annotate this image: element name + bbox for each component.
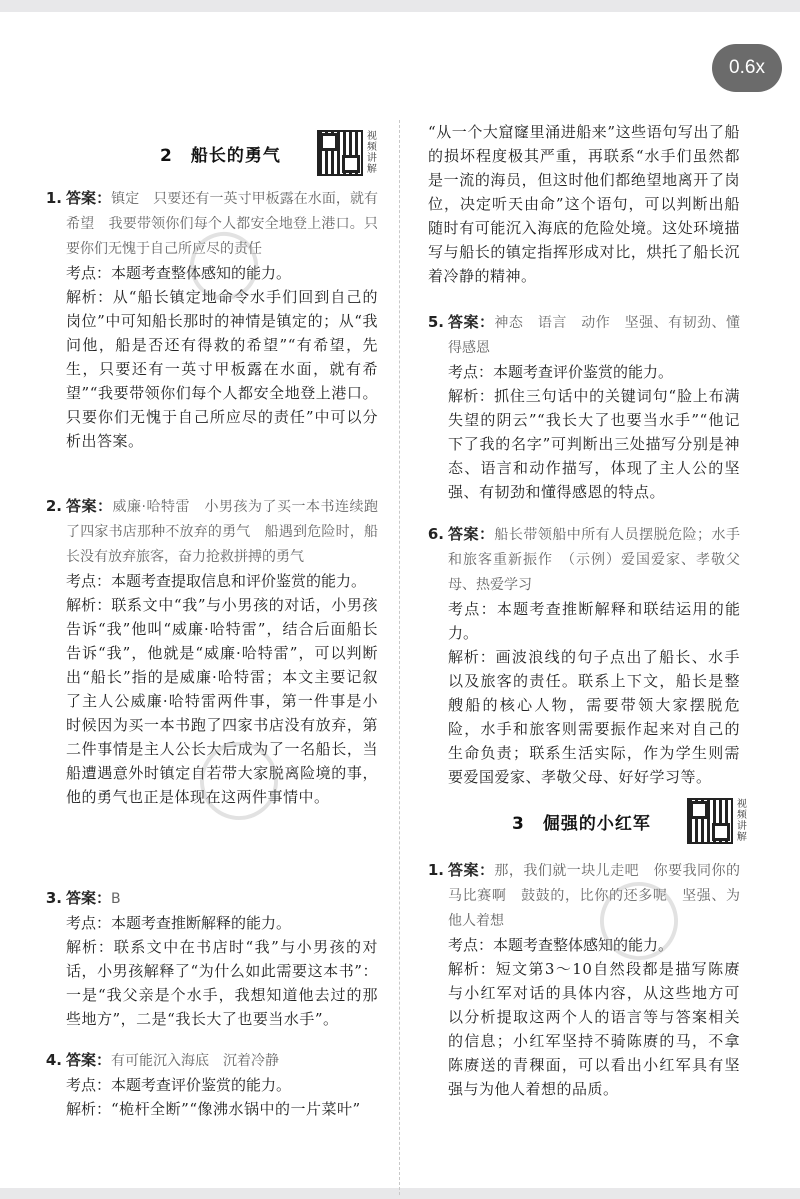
point-text: 本题考查推断解释和联结运用的能力。 — [448, 600, 740, 642]
point-text: 本题考查整体感知的能力。 — [111, 264, 292, 282]
answer-label: 答案： — [448, 861, 495, 879]
answer-text: 镇定 只要还有一英寸甲板露在水面，就有希望 我要带领你们每个人都安全地登上港口。只要你们无愧于自己所应尽的责任 — [66, 191, 378, 257]
analysis-text: “桅杆全断”“像沸水锅中的一片菜叶” — [111, 1100, 361, 1118]
question-4 — [45, 1048, 378, 1121]
answer-label: 答案： — [66, 189, 112, 207]
question-number: 1. — [45, 189, 62, 207]
qr-label: 视频讲解 — [736, 799, 747, 843]
question-number: 1. — [427, 861, 444, 879]
answer-text: 船长带领船中所有人员摆脱危险；水手和旅客重新振作 （示例）爱国爱家、孝敬父母、热爱学习 — [448, 527, 740, 593]
answer-text: 那，我们就一块儿走吧 你要我同你的马比赛啊 鼓鼓的，比你的还多呢 坚强、为他人着想 — [448, 863, 740, 929]
point-label: 考点： — [448, 363, 494, 381]
point-label: 考点： — [448, 600, 497, 618]
answer-text: B — [111, 891, 121, 907]
section-header-3 — [512, 798, 751, 844]
answer-label: 答案： — [66, 497, 113, 515]
analysis-text: 抓住三句话中的关键词句“脸上布满失望的阴云”“我长大了也要当水手”“他记下了我的名字”可判断出三处描写分别是神态、语言和动作描写，体现了主人公的坚强、有韧劲和懂得感恩的特点。 — [448, 387, 740, 501]
question-4-continuation — [428, 120, 740, 288]
answer-text: 威廉·哈特雷 小男孩为了买一本书连续跑了四家书店那种不放弃的勇气 船遇到危险时，船长没有放弃旅客，奋力抢救拼搏的勇气 — [66, 499, 378, 565]
question-number: 4. — [45, 1051, 62, 1069]
column-divider — [399, 120, 400, 1195]
point-label: 考点： — [66, 572, 112, 590]
analysis-text: 短文第3～10自然段都是描写陈赓与小红军对话的具体内容，从这些地方可以分析提取这两个人的语言等与答案相关的信息；小红军坚持不骑陈赓的马，不拿陈赓送的青稞面，可以看出小红军具有坚强与为他人着想的品质。 — [448, 960, 740, 1098]
analysis-text: 画波浪线的句子点出了船长、水手以及旅客的责任。联系上下文，船长是整艘船的核心人物，需要带领大家摆脱危险，水手和旅客则需要振作起来对自己的生命负责；联系生活实际，作为学生则需要爱国爱家、孝敬父母、好好学习等。 — [448, 648, 740, 786]
analysis-label: 解析： — [66, 938, 114, 956]
point-label: 考点： — [66, 264, 112, 282]
analysis-text: 联系文中“我”与小男孩的对话，小男孩告诉“我”他叫“威廉·哈特雷”，结合后面船长告诉“我”，他就是“威廉·哈特雷”，可以判断出“船长”指的是威廉·哈特雷；本文主要记叙了主人公威廉·哈特雷两件事，第一件事是小时候因为买一本书跑了四家书店没有放弃，第二件事情是主人公长大后成为了一名船长，当船遭遇意外时镇定自若带大家脱离险境的事，他的勇气也正是体现在这两件事情中。 — [66, 596, 378, 806]
question-5 — [427, 310, 740, 504]
qr-code-icon[interactable] — [687, 798, 733, 844]
question-3 — [45, 886, 378, 1031]
qr-label: 视频讲解 — [366, 131, 377, 175]
point-label: 考点： — [448, 936, 494, 954]
zoom-level-badge[interactable]: 0.6x — [712, 44, 782, 92]
point-text: 本题考查整体感知的能力。 — [493, 936, 674, 954]
analysis-text: 联系文中在书店时“我”与小男孩的对话，小男孩解释了“为什么如此需要这本书”：一是“我父亲是个水手，我想知道他去过的那些地方”，二是“我长大了也要当水手”。 — [66, 938, 378, 1028]
analysis-label: 解析： — [66, 1100, 112, 1118]
question-number: 2. — [45, 497, 62, 515]
analysis-continuation-text: “从一个大窟窿里涌进船来”这些语句写出了船的损坏程度极其严重，再联系“水手们虽然都是一流的海员，但这时他们都绝望地离开了岗位，决定听天由命”这个语句，可以判断出船随时有可能沉入海底的危险处境。这处环境描写与船长的镇定指挥形成对比，烘托了船长沉着冷静的精神。 — [428, 123, 740, 285]
section-3-question-1 — [427, 858, 740, 1101]
section-title: 2 船长的勇气 — [160, 145, 281, 166]
answer-text: 有可能沉入海底 沉着冷静 — [111, 1053, 280, 1069]
section-title: 3 倔强的小红军 — [512, 813, 651, 834]
question-1 — [45, 186, 378, 453]
point-text: 本题考查评价鉴赏的能力。 — [111, 1076, 292, 1094]
document-page — [0, 12, 800, 1188]
analysis-text: 从“船长镇定地命令水手们回到自己的岗位”中可知船长那时的神情是镇定的；从“我问他，船是否还有得救的希望”“有希望，先生，只要还有一英寸甲板露在水面，就有希望”“我要带领你们每个人都安全地登上港口。只要你们无愧于自己所应尽的责任”中可以分析出答案。 — [66, 288, 378, 450]
answer-label: 答案： — [448, 525, 495, 543]
point-label: 考点： — [66, 914, 112, 932]
answer-label: 答案： — [66, 1051, 112, 1069]
analysis-label: 解析： — [66, 288, 113, 306]
question-2 — [45, 494, 378, 809]
analysis-label: 解析： — [448, 960, 496, 978]
point-text: 本题考查评价鉴赏的能力。 — [493, 363, 674, 381]
answer-label: 答案： — [66, 889, 112, 907]
analysis-label: 解析： — [448, 387, 495, 405]
point-label: 考点： — [66, 1076, 112, 1094]
qr-code-icon[interactable] — [317, 130, 363, 176]
section-header-2 — [160, 130, 381, 176]
analysis-label: 解析： — [66, 596, 112, 614]
question-number: 5. — [427, 313, 444, 331]
answer-label: 答案： — [448, 313, 495, 331]
question-6 — [427, 522, 740, 789]
point-text: 本题考查提取信息和评价鉴赏的能力。 — [111, 572, 367, 590]
answer-text: 神态 语言 动作 坚强、有韧劲、懂得感恩 — [448, 315, 740, 356]
question-number: 3. — [45, 889, 62, 907]
analysis-label: 解析： — [448, 648, 496, 666]
point-text: 本题考查推断解释的能力。 — [111, 914, 292, 932]
question-number: 6. — [427, 525, 444, 543]
